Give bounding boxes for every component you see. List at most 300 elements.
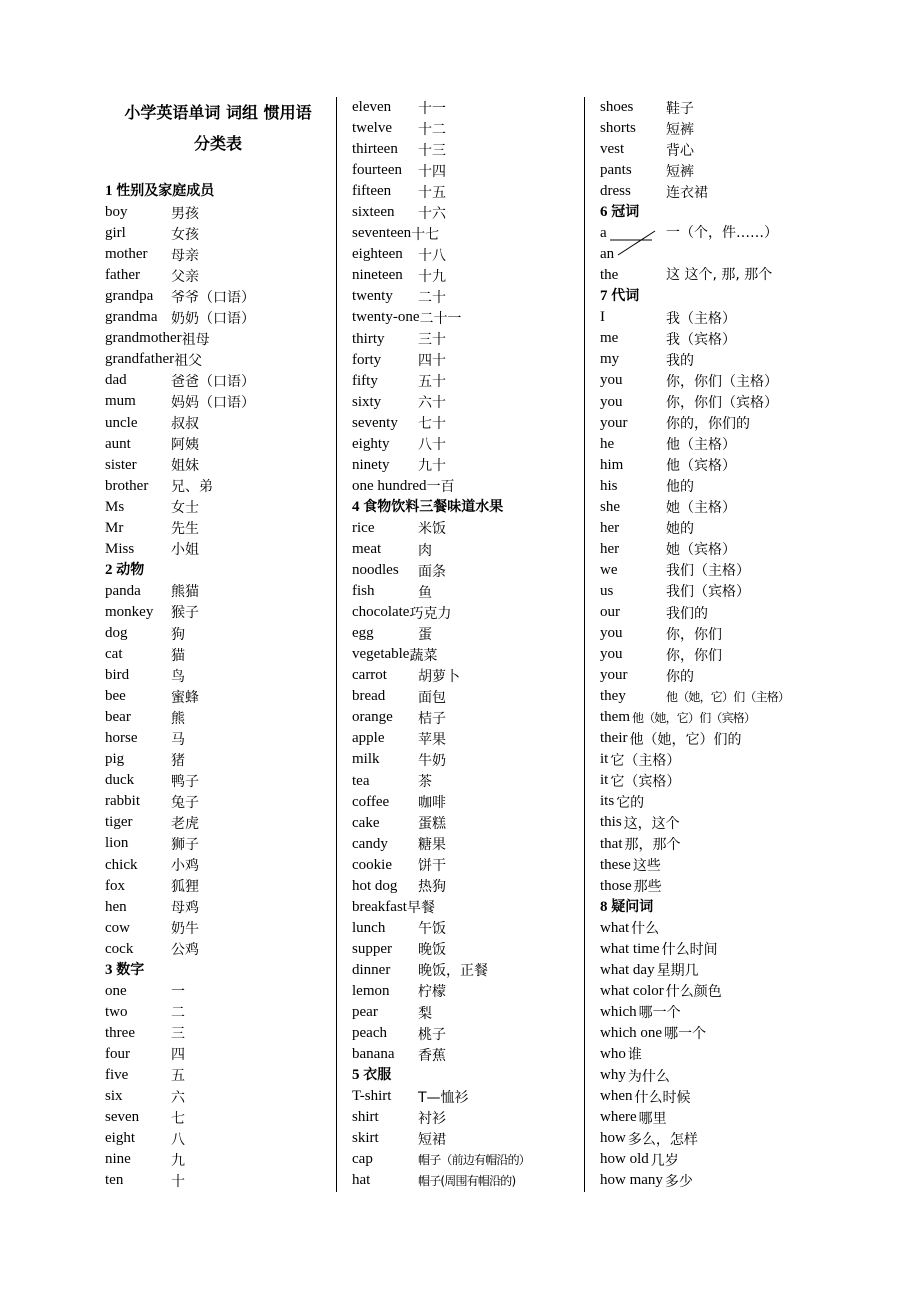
chinese-meaning: 咖啡: [418, 795, 446, 812]
english-word: sister: [105, 456, 137, 473]
english-word: shorts: [600, 120, 636, 137]
chinese-meaning: 桔子: [418, 710, 446, 727]
vocab-row: [600, 876, 860, 897]
vocab-row: [105, 476, 331, 497]
chinese-meaning: 他（她，它）们的: [629, 731, 742, 748]
chinese-meaning: 兔子: [171, 794, 199, 811]
chinese-meaning: 母鸡: [171, 900, 199, 917]
vocab-row: [352, 329, 580, 350]
english-word: fifty: [352, 372, 378, 389]
english-word: they: [600, 688, 626, 705]
english-word: supper: [352, 940, 392, 957]
english-word: you: [600, 372, 623, 389]
english-word: eight: [105, 1130, 135, 1147]
chinese-meaning: 二十: [418, 289, 446, 306]
english-word: cake: [352, 814, 380, 831]
vocab-row: [105, 328, 331, 349]
vocab-row: [105, 223, 331, 244]
chinese-meaning: T—恤衫: [418, 1089, 469, 1106]
english-word: dinner: [352, 961, 391, 978]
section-heading-numbers: 3 数字: [105, 961, 145, 978]
chinese-meaning: 什么: [631, 921, 660, 938]
chinese-meaning: 马: [171, 731, 185, 748]
english-word: father: [105, 267, 140, 284]
chinese-meaning: 女士: [171, 500, 199, 517]
english-word: duck: [105, 772, 135, 789]
article-the-meaning: 这 这个, 那, 那个: [666, 267, 773, 284]
chinese-meaning: 鱼: [418, 584, 432, 601]
english-word: brother: [105, 477, 149, 494]
english-word: ten: [105, 1172, 124, 1189]
vocab-row: [352, 223, 580, 244]
chinese-meaning: 他（主格）: [666, 437, 736, 454]
chinese-meaning: 它（宾格）: [610, 773, 681, 790]
chinese-meaning: 鸭子: [171, 773, 199, 790]
english-word: sixteen: [352, 204, 395, 221]
chinese-meaning: 巧克力: [409, 605, 452, 622]
chinese-meaning: 香蕉: [418, 1047, 446, 1064]
english-word: uncle: [105, 414, 138, 431]
english-word: orange: [352, 709, 393, 726]
chinese-meaning: 八: [171, 1131, 185, 1148]
english-word: your: [600, 667, 628, 684]
chinese-meaning: 她的: [666, 521, 694, 538]
english-word: rice: [352, 519, 375, 536]
chinese-meaning: 你，你们: [666, 626, 722, 643]
section-heading-food: 4 食物饮料三餐味道水果: [352, 498, 504, 515]
chinese-meaning: 公鸡: [171, 942, 199, 959]
vocab-row: [600, 834, 860, 855]
english-word: her: [600, 519, 620, 536]
english-word: my: [600, 351, 620, 368]
vocab-row: [352, 434, 580, 455]
chinese-meaning: 猴子: [171, 605, 199, 622]
english-word: bee: [105, 688, 126, 705]
column-divider: [336, 97, 337, 1192]
vocab-row: [352, 876, 580, 897]
chinese-meaning: 先生: [171, 521, 199, 538]
english-word: rabbit: [105, 793, 140, 810]
vocab-row: [600, 939, 860, 960]
vocab-row: [105, 202, 331, 223]
vocab-row: [600, 181, 860, 202]
chinese-meaning: 五: [171, 1068, 185, 1085]
vocab-row: [352, 307, 580, 328]
chinese-meaning: 狐狸: [171, 879, 199, 896]
chinese-meaning: 我们（宾格）: [666, 584, 750, 601]
vocab-row: [105, 1023, 331, 1044]
chinese-meaning: 姐妹: [171, 458, 199, 475]
vocab-row: [105, 939, 331, 960]
chinese-meaning: 祖母: [181, 331, 210, 348]
english-word: skirt: [352, 1130, 379, 1147]
vocab-row: [600, 370, 860, 391]
vocab-row: [352, 1086, 580, 1107]
english-word: horse: [105, 730, 138, 747]
english-word: it: [600, 772, 609, 789]
vocab-row: [105, 1065, 331, 1086]
vocab-row: [352, 581, 580, 602]
chinese-meaning: 桃子: [418, 1026, 446, 1043]
vocab-row: [105, 1002, 331, 1023]
vocab-row: [600, 602, 860, 623]
english-word: which one: [600, 1024, 663, 1041]
english-word: your: [600, 414, 628, 431]
english-word: fourteen: [352, 162, 402, 179]
chinese-meaning: 祖父: [174, 352, 203, 369]
vocab-row: [352, 707, 580, 728]
chinese-meaning: 短裙: [418, 1131, 446, 1148]
english-word: twenty: [352, 288, 393, 305]
vocab-row: [600, 1002, 860, 1023]
section-heading-pronouns: 7 代词: [600, 288, 640, 305]
chinese-meaning: 你的: [666, 668, 694, 685]
english-word: shirt: [352, 1109, 379, 1126]
english-word: who: [600, 1045, 626, 1062]
english-word: cock: [105, 940, 134, 957]
chinese-meaning: 爷爷（口语）: [171, 289, 255, 306]
english-word: chocolate: [352, 604, 410, 621]
vocab-row: [600, 918, 860, 939]
chinese-meaning: 七: [171, 1110, 185, 1127]
vocab-row: [352, 939, 580, 960]
english-word: six: [105, 1088, 123, 1105]
english-word: Miss: [105, 540, 135, 557]
chinese-meaning: 蔬菜: [409, 647, 438, 664]
vocab-row: [600, 686, 860, 707]
chinese-meaning: 叔叔: [171, 416, 199, 433]
chinese-meaning: 你，你们: [666, 647, 722, 664]
chinese-meaning: 什么颜色: [665, 984, 722, 1001]
chinese-meaning: 什么时间: [661, 942, 718, 959]
section-heading-articles: 6 冠词: [600, 204, 640, 221]
english-word: lunch: [352, 919, 386, 936]
chinese-meaning: 九十: [418, 458, 446, 475]
english-word: pear: [352, 1004, 378, 1021]
chinese-meaning: 八十: [418, 437, 446, 454]
vocab-row: [600, 707, 860, 728]
english-word: girl: [105, 225, 126, 242]
chinese-meaning: 男孩: [171, 205, 199, 222]
vocab-row: [600, 581, 860, 602]
english-word: he: [600, 435, 615, 452]
chinese-meaning: 狮子: [171, 836, 199, 853]
english-word: dog: [105, 625, 128, 641]
vocab-row: [352, 286, 580, 307]
english-word: eighteen: [352, 246, 403, 263]
vocab-row: [352, 265, 580, 286]
english-word: our: [600, 604, 620, 620]
vocab-row: [600, 434, 860, 455]
chinese-meaning: 十七: [411, 226, 440, 243]
english-word: fish: [352, 583, 375, 600]
chinese-meaning: 老虎: [171, 815, 199, 832]
english-word: peach: [352, 1025, 387, 1042]
chinese-meaning: 蛋糕: [418, 816, 446, 833]
chinese-meaning: 他（她，它）们（宾格）: [632, 711, 756, 726]
chinese-meaning: 饼干: [418, 858, 446, 875]
chinese-meaning: 我（宾格）: [666, 331, 736, 348]
vocab-row: [600, 1170, 860, 1191]
english-word: meat: [352, 541, 382, 557]
chinese-meaning: 牛奶: [418, 752, 446, 769]
chinese-meaning: 蜜蜂: [171, 689, 199, 706]
vocab-row: [352, 455, 580, 476]
english-word: their: [600, 730, 628, 747]
vocab-row: [600, 644, 860, 665]
chinese-meaning: 奶牛: [171, 921, 199, 938]
chinese-meaning: 那些: [633, 879, 662, 896]
english-word: pig: [105, 751, 125, 768]
vocab-row: [105, 370, 331, 391]
chinese-meaning: 为什么: [627, 1068, 670, 1085]
english-word: grandma: [105, 309, 158, 326]
vocab-row: [352, 1002, 580, 1023]
page-title: 小学英语单词 词组 惯用语: [124, 103, 312, 122]
chinese-meaning: 那，那个: [624, 837, 681, 854]
column-2: [352, 97, 580, 1191]
vocab-row: [105, 855, 331, 876]
chinese-meaning: 他（她，它）们（主格）: [666, 690, 790, 705]
english-word: dress: [600, 183, 631, 200]
chinese-meaning: 爸爸（口语）: [171, 373, 255, 390]
english-word: you: [600, 625, 623, 642]
english-word: hat: [352, 1172, 371, 1189]
chinese-meaning: 熊猫: [171, 584, 199, 601]
vocab-row: [352, 350, 580, 371]
chinese-meaning: 哪一个: [638, 1005, 681, 1022]
english-word: you: [600, 393, 623, 410]
chinese-meaning: 面包: [418, 689, 446, 706]
chinese-meaning: 梨: [418, 1005, 432, 1022]
english-word: shoes: [600, 99, 634, 116]
vocab-row: [352, 1149, 580, 1170]
vocab-row: [105, 391, 331, 412]
vocab-row: [105, 728, 331, 749]
chinese-meaning: 二十一: [419, 310, 462, 327]
vocab-row: [352, 244, 580, 265]
english-word: egg: [352, 625, 374, 642]
vocab-row: [352, 476, 580, 497]
vocab-row: [105, 1086, 331, 1107]
vocab-row: [105, 539, 331, 560]
vocab-row: [105, 307, 331, 328]
vocab-row: [352, 771, 580, 792]
chinese-meaning: 十九: [418, 268, 446, 285]
chinese-meaning: 我的: [666, 352, 694, 369]
vocab-row: [105, 349, 331, 370]
vocab-row: [600, 1065, 860, 1086]
chinese-meaning: 柠檬: [418, 984, 446, 1001]
english-word: we: [600, 561, 618, 578]
vocab-row: [600, 1086, 860, 1107]
chinese-meaning: 热狗: [418, 879, 446, 896]
chinese-meaning: 面条: [418, 563, 446, 580]
english-word: why: [600, 1067, 626, 1084]
english-word: grandfather: [105, 351, 175, 368]
vocab-row: [600, 518, 860, 539]
vocab-row: [600, 392, 860, 413]
chinese-meaning: 小鸡: [171, 858, 199, 875]
vocab-row: [105, 1149, 331, 1170]
chinese-meaning: 十三: [418, 142, 446, 159]
vocab-row: [105, 413, 331, 434]
english-word: ninety: [352, 456, 390, 473]
english-word: nine: [105, 1151, 131, 1168]
english-word: I: [600, 309, 605, 326]
vocab-row: [600, 1023, 860, 1044]
chinese-meaning: 你，你们（宾格）: [666, 395, 778, 412]
english-word: cow: [105, 919, 130, 936]
vocab-row: [352, 560, 580, 581]
chinese-meaning: 奶奶（口语）: [171, 310, 255, 327]
chinese-meaning: 我（主格）: [666, 310, 736, 327]
articles-block: [600, 223, 860, 286]
chinese-meaning: 米饭: [418, 521, 446, 538]
chinese-meaning: 一: [171, 984, 185, 1001]
english-word: vegetable: [352, 646, 410, 663]
english-word: vest: [600, 141, 625, 158]
vocab-row: [600, 855, 860, 876]
vocab-row: [600, 349, 860, 370]
english-word: it: [600, 751, 609, 768]
english-word: fifteen: [352, 183, 392, 200]
chinese-meaning: 星期几: [656, 963, 699, 980]
vocab-row: [352, 392, 580, 413]
vocab-row: [600, 728, 860, 749]
english-word: grandpa: [105, 288, 154, 305]
column-1: [105, 97, 331, 1191]
english-word: lemon: [352, 982, 390, 999]
english-word: how old: [600, 1151, 649, 1168]
chinese-meaning: 鞋子: [666, 100, 694, 117]
page-title-line2: 分类表: [193, 134, 242, 153]
vocab-row: [600, 665, 860, 686]
vocab-row: [105, 897, 331, 918]
english-word: bear: [105, 709, 131, 726]
chinese-meaning: 衬衫: [418, 1110, 446, 1127]
chinese-meaning: 五十: [418, 374, 446, 391]
word-a: a: [600, 225, 607, 242]
english-word: them: [600, 709, 630, 726]
vocab-row: [352, 728, 580, 749]
chinese-meaning: 七十: [418, 416, 446, 433]
chinese-meaning: 三十: [418, 332, 446, 349]
vocab-row: [105, 981, 331, 1002]
vocab-row: [600, 118, 860, 139]
english-word: thirteen: [352, 141, 398, 158]
english-word: what time: [600, 940, 660, 957]
vocab-row: [105, 791, 331, 812]
english-word: us: [600, 582, 614, 599]
english-word: mother: [105, 246, 148, 263]
vocab-row: [352, 139, 580, 160]
chinese-meaning: 你，你们（主格）: [666, 373, 778, 390]
vocab-row: [105, 455, 331, 476]
chinese-meaning: 它的: [616, 794, 645, 811]
english-word: she: [600, 498, 620, 515]
chinese-meaning: 几岁: [650, 1152, 679, 1169]
english-word: when: [600, 1088, 633, 1105]
chinese-meaning: 女孩: [171, 226, 199, 243]
chinese-meaning: 兄、弟: [171, 479, 213, 496]
chinese-meaning: 十八: [418, 247, 446, 264]
vocab-row: [600, 160, 860, 181]
english-word: forty: [352, 351, 382, 368]
vocab-row: [600, 476, 860, 497]
chinese-meaning: 十二: [418, 121, 446, 138]
english-word: monkey: [105, 603, 154, 620]
english-word: thirty: [352, 330, 385, 347]
chinese-meaning: 九: [171, 1152, 185, 1169]
vocab-row: [600, 539, 860, 560]
english-word: coffee: [352, 793, 390, 810]
column-divider: [584, 97, 585, 1192]
chinese-meaning: 谁: [627, 1047, 642, 1064]
vocab-row: [352, 897, 580, 918]
english-word: this: [600, 814, 622, 831]
english-word: how: [600, 1130, 626, 1147]
vocab-row: [600, 791, 860, 812]
chinese-meaning: 我们（主格）: [666, 563, 750, 580]
chinese-meaning: 熊: [171, 710, 185, 727]
english-word: boy: [105, 204, 128, 221]
vocab-row: [105, 770, 331, 791]
vocab-row: [352, 813, 580, 834]
chinese-meaning: 帽子(周围有帽沿的): [418, 1174, 516, 1189]
chinese-meaning: 多少: [664, 1173, 693, 1190]
chinese-meaning: 茶: [418, 774, 432, 791]
english-word: dad: [105, 372, 127, 389]
chinese-meaning: 什么时候: [634, 1089, 691, 1106]
vocab-row: [352, 834, 580, 855]
vocab-row: [352, 371, 580, 392]
vocab-row: [600, 981, 860, 1002]
section-heading-animals: 2 动物: [105, 561, 145, 578]
english-word: three: [105, 1024, 135, 1041]
vocab-row: [600, 560, 860, 581]
english-word: five: [105, 1066, 129, 1083]
vocab-row: [352, 1107, 580, 1128]
vocab-row: [352, 855, 580, 876]
chinese-meaning: 一百: [426, 479, 455, 496]
english-word: its: [600, 793, 615, 810]
chinese-meaning: 短裤: [666, 121, 694, 138]
vocab-row: [600, 770, 860, 791]
chinese-meaning: 胡萝卜: [418, 668, 460, 685]
english-word: me: [600, 330, 619, 347]
vocab-row: [352, 413, 580, 434]
chinese-meaning: 短裤: [666, 163, 694, 180]
chinese-meaning: 连衣裙: [666, 184, 708, 201]
vocab-row: [600, 812, 860, 833]
chinese-meaning: 鸟: [171, 668, 185, 685]
chinese-meaning: 猫: [171, 647, 185, 664]
english-word: grandmother: [105, 330, 182, 347]
english-word: bread: [352, 688, 386, 705]
vocab-row: [105, 876, 331, 897]
vocab-row: [600, 139, 860, 160]
vocab-row: [600, 1107, 860, 1128]
vocab-row: [600, 960, 860, 981]
vocab-row: [600, 749, 860, 770]
english-word: noodles: [352, 562, 399, 579]
chinese-meaning: 六十: [418, 395, 446, 412]
vocab-row: [105, 286, 331, 307]
english-word: seventy: [352, 414, 398, 431]
vocab-row: [600, 623, 860, 644]
chinese-meaning: 你的，你们的: [666, 416, 750, 433]
